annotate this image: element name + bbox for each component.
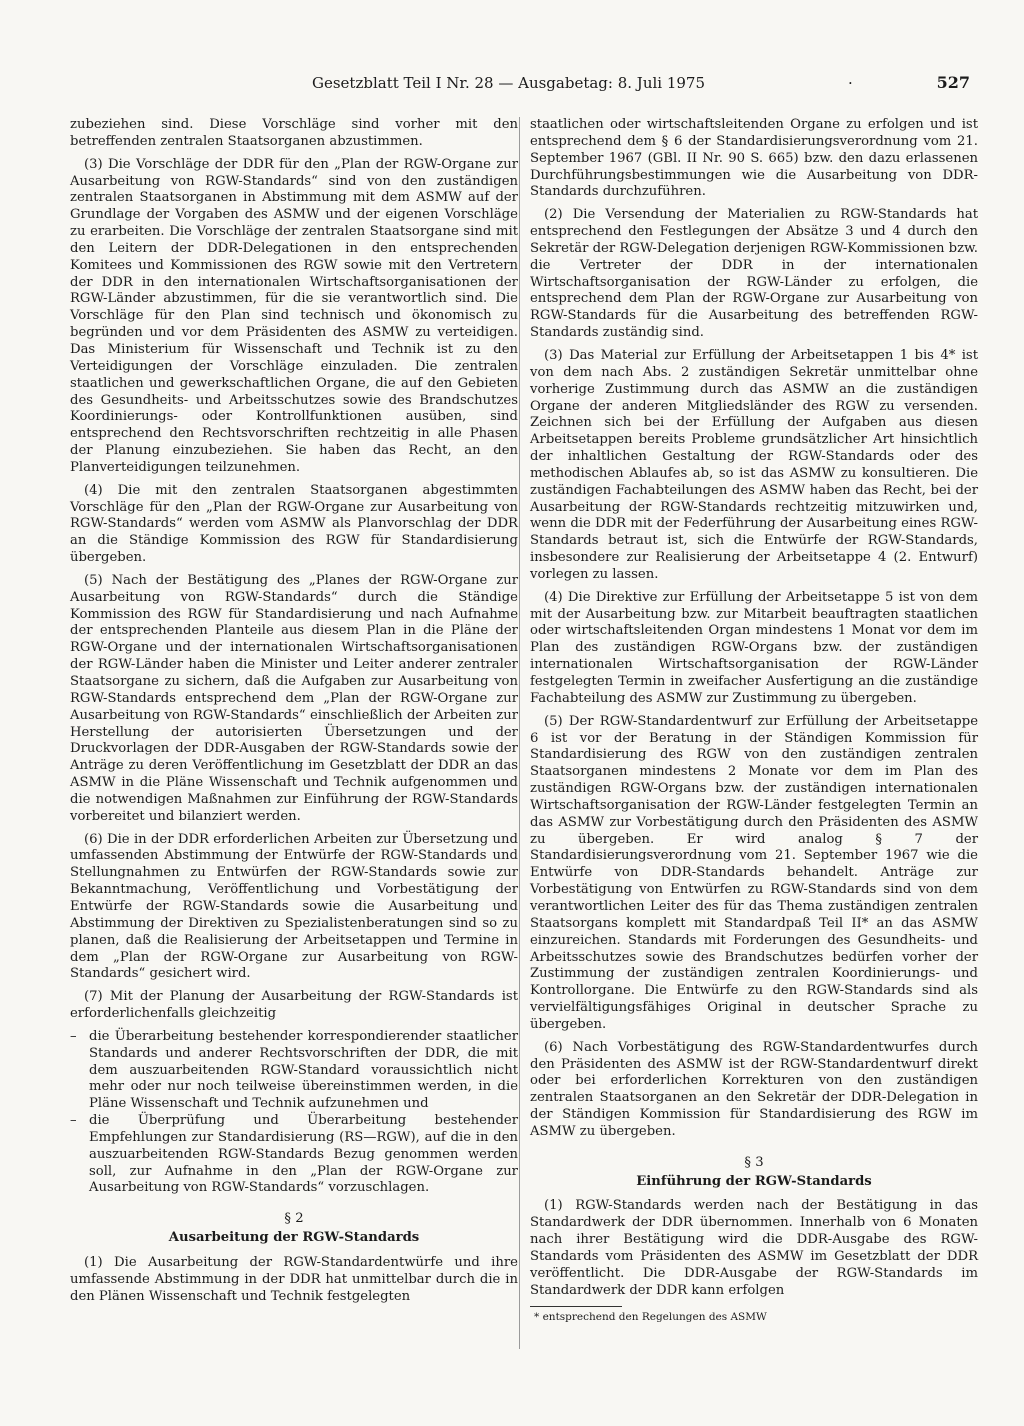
list-item: – die Überprüfung und Überarbeitung bestehender Empfehlungen zur Standardisierung (RS—RGW), auf die in den auszuarbeitenden RGW-Standards Bezug genommen werden soll, zur Aufnahme in den „Plan der RGW-Organe zur Ausarbeitung von RGW-Standards“ vorzuschlagen. bbox=[89, 1113, 518, 1197]
footnote: * entsprechend den Regelungen des ASMW bbox=[534, 1310, 767, 1323]
paragraph-1-5: (5) Nach der Bestätigung des „Planes der RGW-Organe zur Ausarbeitung von RGW-Standards“ durch die Ständige Kommission des RGW für Standardisierung und nach Aufnahme der entsprechenden Planteile aus diesem Plan in die Pläne der RGW-Organe und der internationalen Wirtschaftsorganisationen der RGW-Länder haben die Minister und Leiter anderer zentraler Staatsorgane zu sichern, daß die Aufgaben zur Ausarbeitung von RGW-Standards entsprechend dem „Plan der RGW-Organe zur Ausarbeitung von RGW-Standards“ einschließlich der Arbeiten zur Herstellung der autorisierten Übersetzungen und der Druckvorlagen der DDR-Ausgaben der RGW-Standards sowie der Anträge zu deren Veröffentlichung im Gesetzblatt der DDR an das ASMW in die Pläne Wissenschaft und Technik aufgenommen und die notwendigen Maßnahmen zur Einführung der RGW-Standards vorbereitet und bilanziert werden. bbox=[70, 572, 518, 824]
paragraph-2-5: (5) Der RGW-Standardentwurf zur Erfüllung der Arbeitsetappe 6 ist vor der Beratung in der Ständigen Kommission für Standardisierung des RGW von den zuständigen zentralen Staatsorganen mindestens 2 Monate vor dem im Plan des zuständigen RGW-Organs bzw. der zuständigen internationalen Wirtschaftsorganisation der RGW-Länder festgelegten Termin an das ASMW zur Vorbestätigung durch den Präsidenten des ASMW zu übergeben. Er wird analog § 7 der Standardisierungsverordnung vom 21. September 1967 wie die Entwürfe von DDR-Standards behandelt. Anträge zur Vorbestätigung von Entwürfen zu RGW-Standards sind von dem verantwortlichen Leiter des für das Thema zuständigen zentralen Staatsorgans komplett mit Standardpaß Teil II* an das ASMW einzureichen. Standards mit Forderungen des Gesundheits- und Arbeitsschutzes sowie des Brandschutzes bedürfen vorher der Zustimmung der zuständigen zentralen Koordinierungs- und Kontrollorgane. Die Entwürfe zu den RGW-Standards sind als vervielfältigungsfähiges Original in deutscher Sprache zu übergeben. bbox=[530, 713, 978, 1032]
paragraph-2-1: (1) Die Ausarbeitung der RGW-Standardentwürfe und ihre umfassende Abstimmung in der DDR hat unmittelbar durch die in den Plänen Wissenschaft und Technik festgelegten bbox=[70, 1255, 518, 1304]
section-3-number: § 3 bbox=[744, 1154, 764, 1170]
paragraph-1-3: (3) Die Vorschläge der DDR für den „Plan der RGW-Organe zur Ausarbeitung von RGW-Standards“ sind von den zuständigen zentralen Staatsorganen in Abstimmung mit dem ASMW auf der Grundlage der Vorgaben des ASMW und der eigenen Vorschläge zu erarbeiten. Die Vorschläge der zentralen Staatsorgane sind mit den Leitern der DDR-Delegationen in den entsprechenden Komitees und Kommissionen des RGW sowie mit den Vertretern der DDR in den internationalen Wirtschaftsorganisationen der RGW-Länder abzustimmen, für die sie verantwortlich sind. Die Vorschläge für den Plan sind technisch und ökonomisch zu begründen und vor dem Präsidenten des ASMW zu verteidigen. Das Ministerium für Wissenschaft und Technik ist zu den Verteidigungen der Vorschläge einzuladen. Die zentralen staatlichen und gewerkschaftlichen Organe, die auf den Gebieten des Gesundheits- und Arbeitsschutzes sowie des Brandschutzes Koordinierungs- oder Kontrollfunktionen ausüben, sind entsprechend den Rechtsvorschriften rechtzeitig in alle Phasen der Planung einzubeziehen. Sie haben das Recht, an den Planverteidigungen teilzunehmen. bbox=[70, 156, 518, 475]
right-column bbox=[530, 117, 978, 1357]
column-divider bbox=[519, 117, 520, 1349]
left-column bbox=[70, 117, 518, 1357]
dash-list bbox=[70, 1029, 518, 1197]
paragraph-1-4: (4) Die mit den zentralen Staatsorganen abgestimmten Vorschläge für den „Plan der RGW-Organe zur Ausarbeitung von RGW-Standards“ werden vom ASMW als Planvorschlag der DDR an die Ständige Kommission des RGW für Standardisierung übergeben. bbox=[70, 482, 518, 566]
page-number: 527 bbox=[936, 73, 970, 92]
section-3-title: Einführung der RGW-Standards bbox=[636, 1173, 872, 1189]
header-title: Gesetzblatt Teil I Nr. 28 — Ausgabetag: 8. Juli 1975 bbox=[312, 74, 706, 92]
paragraph-2-2: (2) Die Versendung der Materialien zu RGW-Standards hat entsprechend den Festlegungen der Absätze 3 und 4 durch den Sekretär der RGW-Delegation derjenigen RGW-Kommissionen bzw. die Vertreter der DDR in der internationalen Wirtschaftsorganisation der RGW-Länder zu erfolgen, die entsprechend dem Plan der RGW-Organe zur Ausarbeitung von RGW-Standards für die Ausarbeitung des betreffenden RGW-Standards zuständig sind. bbox=[530, 207, 978, 341]
paragraph-2-3: (3) Das Material zur Erfüllung der Arbeitsetappen 1 bis 4* ist von dem nach Abs. 2 zuständigen Sekretär unmittelbar ohne vorherige Zustimmung durch das ASMW an die zuständigen Organe der anderen Mitgliedsländer des RGW zu versenden. Zeichnen sich bei der Erfüllung der Aufgaben aus diesen Arbeitsetappen bereits Probleme grundsätzlicher Art hinsichtlich der inhaltlichen Gestaltung der RGW-Standards oder des methodischen Ablaufes ab, so ist das ASMW zu konsultieren. Die zuständigen Fachabteilungen des ASMW haben das Recht, bei der Ausarbeitung der RGW-Standards rechtzeitig mitzuwirken und, wenn die DDR mit der Federführung der Ausarbeitung eines RGW-Standards betraut ist, sich die Entwürfe der RGW-Standards, insbesondere zur Realisierung der Arbeitsetappe 4 (2. Entwurf) vorlegen zu lassen. bbox=[530, 347, 978, 582]
paragraph-3-1: (1) RGW-Standards werden nach der Bestätigung in das Standardwerk der DDR übernommen. Innerhalb von 6 Monaten nach ihrer Bestätigung wird die DDR-Ausgabe des RGW-Standards vom Präsidenten des ASMW im Gesetzblatt der DDR veröffentlicht. Die DDR-Ausgabe der RGW-Standards im Standardwerk der DDR kann erfolgen bbox=[530, 1198, 978, 1298]
list-item: – die Überarbeitung bestehender korrespondierender staatlicher Standards und anderer Rechtsvorschriften der DDR, die mit dem auszuarbeitenden RGW-Standard voraussichtlich nicht mehr oder nur noch teilweise übereinstimmen werden, in die Pläne Wissenschaft und Technik aufzunehmen und bbox=[89, 1029, 518, 1113]
section-2-title: Ausarbeitung der RGW-Standards bbox=[168, 1230, 420, 1246]
paragraph-continued: zubeziehen sind. Diese Vorschläge sind vorher mit den betreffenden zentralen Staatsorganen abzustimmen. bbox=[70, 117, 518, 149]
paragraph-2-6: (6) Nach Vorbestätigung des RGW-Standardentwurfes durch den Präsidenten des ASMW ist der RGW-Standardentwurf direkt oder bei erforderlichen Korrekturen von den zuständigen zentralen Staatsorganen an den Sekretär der DDR-Delegation in der Ständigen Kommission für Standardisierung des RGW im ASMW zu übergeben. bbox=[530, 1039, 978, 1139]
header-dot: · bbox=[848, 74, 853, 92]
footnote-rule bbox=[530, 1306, 622, 1307]
paragraph-continued: staatlichen oder wirtschaftsleitenden Organe zu erfolgen und ist entsprechend dem § 6 der Standardisierungsverordnung vom 21. September 1967 (GBl. II Nr. 90 S. 665) bzw. den dazu erlassenen Durchführungsbestimmungen wie die Ausarbeitung von DDR-Standards durchzuführen. bbox=[530, 117, 978, 200]
page-header bbox=[70, 72, 970, 94]
paragraph-1-6: (6) Die in der DDR erforderlichen Arbeiten zur Übersetzung und umfassenden Abstimmung der Entwürfe der RGW-Standards und Stellungnahmen zu Entwürfen der RGW-Standards sowie zur Bekanntmachung, Veröffentlichung und Vorbestätigung der Entwürfe der RGW-Standards sowie die Ausarbeitung und Abstimmung der Direktiven zu Spezialistenberatungen sind so zu planen, daß die Realisierung der Arbeitsetappen und Termine in dem „Plan der RGW-Organe zur Ausarbeitung von RGW-Standards“ gesichert wird. bbox=[70, 831, 518, 982]
section-2-number: § 2 bbox=[284, 1211, 304, 1227]
paragraph-2-4: (4) Die Direktive zur Erfüllung der Arbeitsetappe 5 ist von dem mit der Ausarbeitung bzw. zur Mitarbeit beauftragten staatlichen oder wirtschaftsleitenden Organ mindestens 1 Monat vor dem im Plan des zuständigen RGW-Organs bzw. der zuständigen internationalen Wirtschaftsorganisation der RGW-Länder festgelegten Termin in zweifacher Ausfertigung an die zuständige Fachabteilung des ASMW zur Zustimmung zu übergeben. bbox=[530, 589, 978, 706]
paragraph-1-7: (7) Mit der Planung der Ausarbeitung der RGW-Standards ist erforderlichenfalls gleichzeitig bbox=[70, 989, 518, 1022]
